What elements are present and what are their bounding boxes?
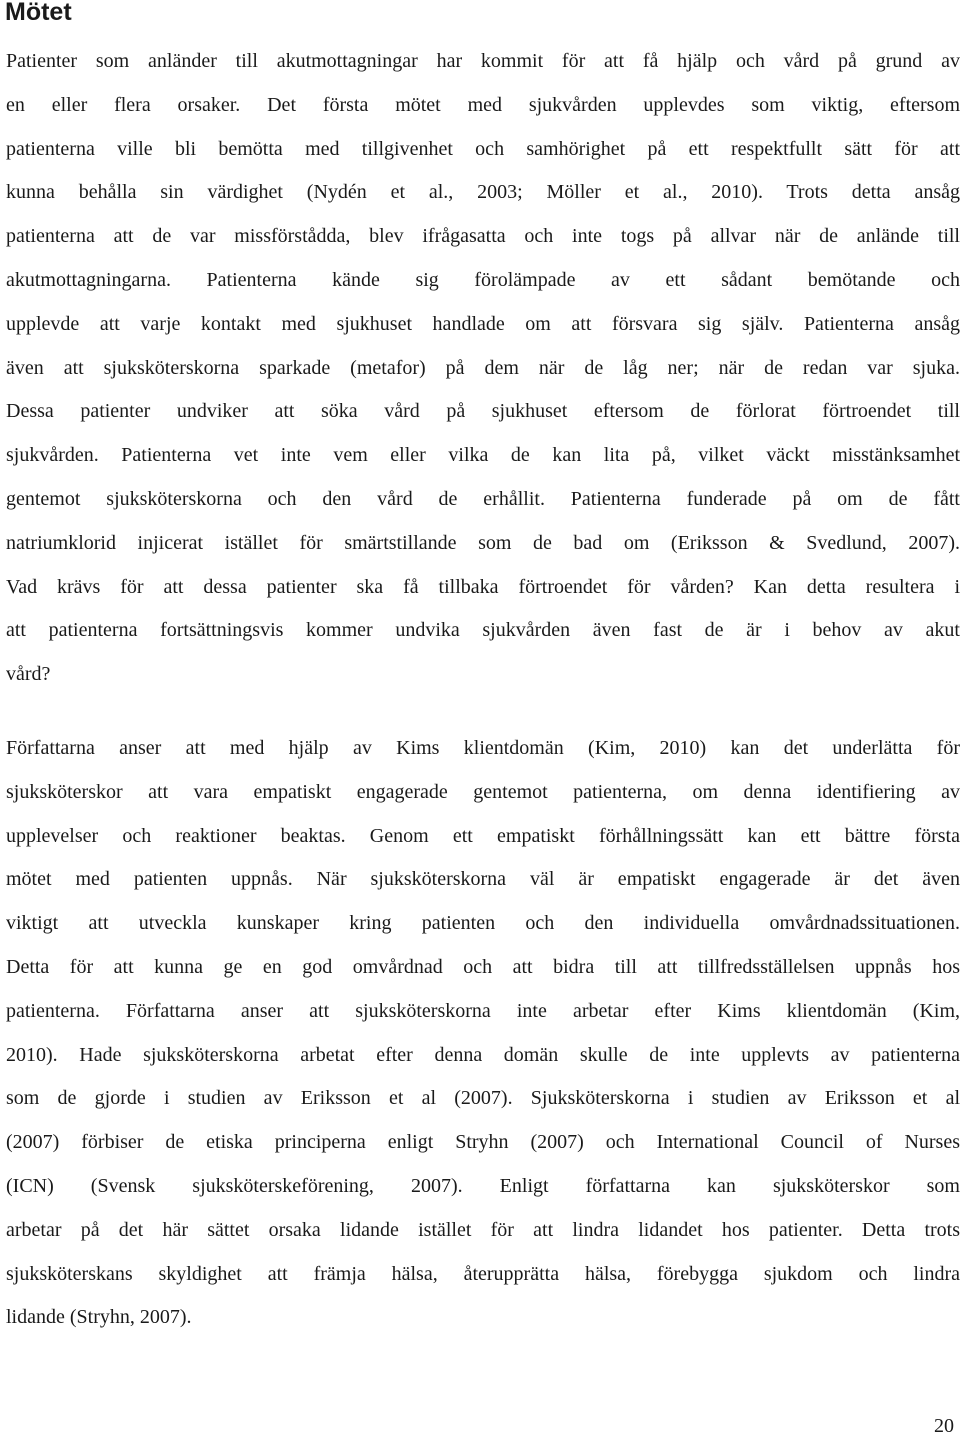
paragraph-2	[6, 727, 960, 1340]
text-line: vård?	[6, 663, 51, 686]
text-line: Författarna anser att med hjälp av Kims klientdomän (Kim, 2010) kan det underlätta för	[6, 737, 960, 759]
text-line: arbetar på det här sättet orsaka lidande istället för att lindra lidandet hos patienter. Detta trots	[6, 1218, 960, 1241]
text-line: en eller flera orsaker. Det första mötet med sjukvården upplevdes som viktig, eftersom	[6, 93, 960, 116]
page-number: 20	[934, 1415, 954, 1437]
text-line: Detta för att kunna ge en god omvårdnad och att bidra till att tillfredsställelsen uppnås hos	[6, 955, 960, 978]
text-line: natriumklorid injicerat istället för smärtstillande som de bad om (Eriksson & Svedlund, 2007).	[6, 531, 960, 554]
text-line: sjuksköterskor att vara empatiskt engagerade gentemot patienterna, om denna identifiering av	[6, 780, 960, 803]
text-line: Patienter som anländer till akutmottagningar har kommit för att få hjälp och vård på grund av	[6, 50, 960, 72]
text-line: att patienterna fortsättningsvis kommer undvika sjukvården även fast de är i behov av akut	[6, 619, 960, 642]
text-line: Vad krävs för att dessa patienter ska få tillbaka förtroendet för vården? Kan detta resultera i	[6, 575, 960, 598]
paragraph-1	[6, 40, 960, 697]
text-line: patienterna ville bli bemötta med tillgivenhet och samhörighet på ett respektfullt sätt för att	[6, 137, 960, 160]
text-line: mötet med patienten uppnås. När sjuksköterskorna väl är empatiskt engagerade är det även	[6, 868, 960, 891]
text-line: (2007) förbiser de etiska principerna enligt Stryhn (2007) och International Council of Nurses	[6, 1131, 960, 1154]
text-line: som de gjorde i studien av Eriksson et al (2007). Sjuksköterskorna i studien av Eriksson et al	[6, 1087, 960, 1110]
text-line: sjuksköterskans skyldighet att främja hälsa, återupprätta hälsa, förebygga sjukdom och lindra	[6, 1262, 960, 1285]
text-line: patienterna. Författarna anser att sjuksköterskorna inte arbetar efter Kims klientdomän (Kim,	[6, 999, 960, 1022]
text-line: upplevelser och reaktioner beaktas. Genom ett empatiskt förhållningssätt kan ett bättre första	[6, 824, 960, 847]
text-line: sjukvården. Patienterna vet inte vem eller vilka de kan lita på, vilket väckt misstänksamhet	[6, 444, 960, 467]
text-line: patienterna att de var missförstådda, blev ifrågasatta och inte togs på allvar när de anlände till	[6, 225, 960, 248]
text-line: 2010). Hade sjuksköterskorna arbetat efter denna domän skulle de inte upplevts av patienterna	[6, 1043, 960, 1066]
text-line: viktigt att utveckla kunskaper kring patienten och den individuella omvårdnadssituationen.	[6, 912, 960, 935]
text-line: även att sjuksköterskorna sparkade (metafor) på dem när de låg ner; när de redan var sjuka.	[6, 356, 960, 379]
text-line: lidande (Stryhn, 2007).	[6, 1306, 192, 1329]
text-line: (ICN) (Svensk sjuksköterskeförening, 2007). Enligt författarna kan sjuksköterskor som	[6, 1174, 960, 1197]
text-line: upplevde att varje kontakt med sjukhuset handlade om att försvara sig själv. Patienterna ansåg	[6, 312, 960, 335]
text-line: akutmottagningarna. Patienterna kände sig förolämpade av ett sådant bemötande och	[6, 268, 960, 291]
text-line: Dessa patienter undviker att söka vård på sjukhuset eftersom de förlorat förtroendet till	[6, 400, 960, 423]
text-line: kunna behålla sin värdighet (Nydén et al., 2003; Möller et al., 2010). Trots detta ansåg	[6, 181, 960, 204]
text-line: gentemot sjuksköterskorna och den vård de erhållit. Patienterna funderade på om de fått	[6, 487, 960, 510]
section-heading: Mötet	[5, 0, 72, 26]
